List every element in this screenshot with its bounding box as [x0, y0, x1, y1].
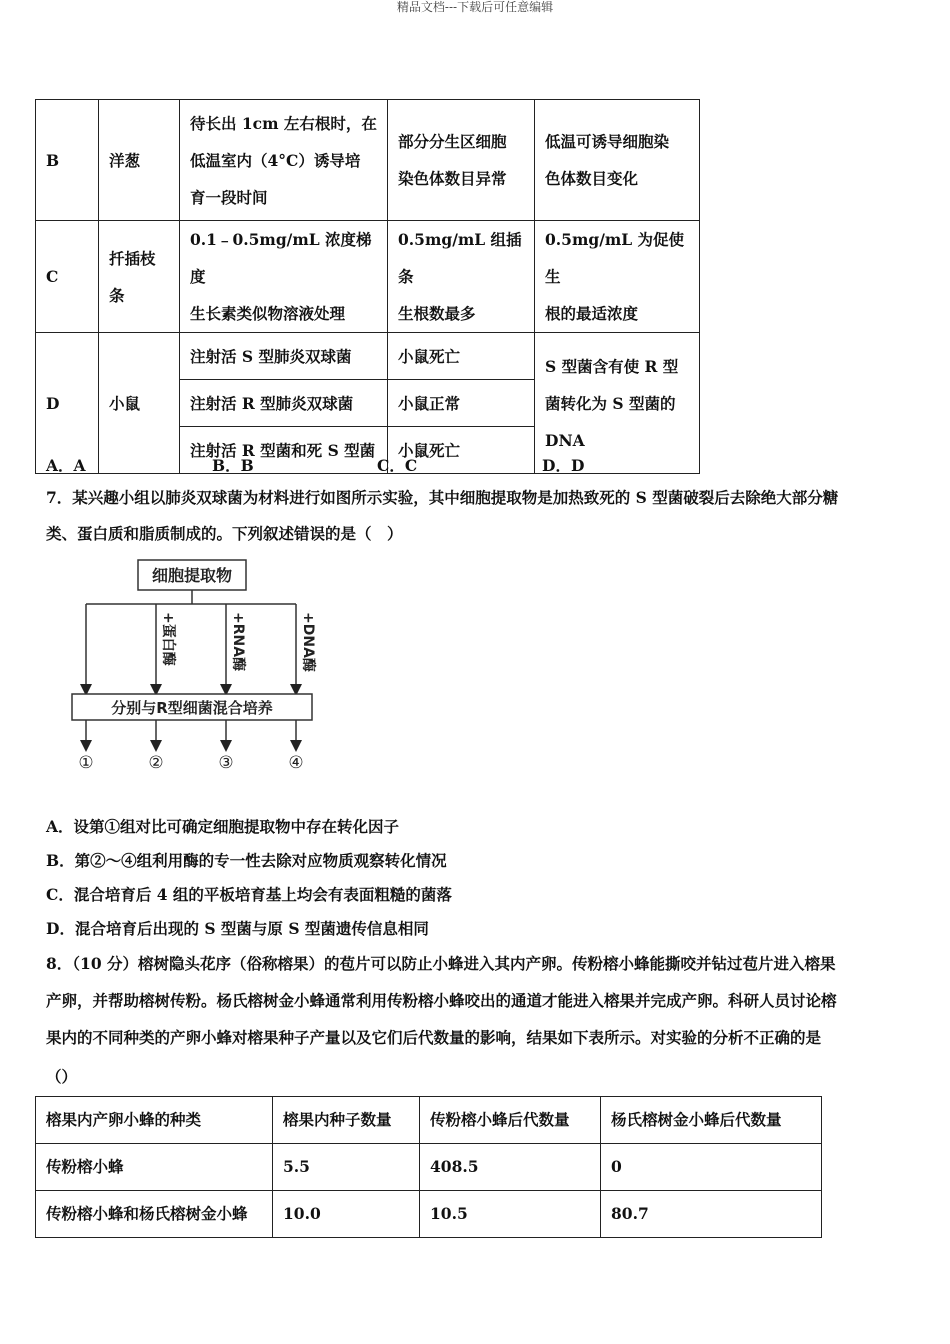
text-line: 菌转化为 S 型菌的 [545, 393, 676, 413]
protease-label: +蛋白酶 [160, 612, 176, 666]
text-line: 待长出 1cm 左右根时，在 [190, 113, 377, 133]
table-cell: 0 [601, 1144, 822, 1191]
method-cell [180, 221, 388, 333]
rnase-label: +RNA酶 [230, 612, 246, 672]
column-header: 传粉榕小蜂后代数量 [420, 1097, 601, 1144]
method-cell: 注射活 R 型菌和死 S 型菌 [180, 427, 388, 474]
text-line: 部分分生区细胞 [398, 132, 507, 151]
text-line: 扦插枝 [109, 248, 156, 268]
table-row [36, 333, 700, 380]
text-line: DNA [545, 430, 585, 450]
table-header-row [36, 1097, 822, 1144]
question-8-stem: 果内的不同种类的产卵小蜂对榕果种子产量以及它们后代数量的影响，结果如下表所示。对实验的分析不正确的是 [46, 1028, 822, 1047]
extract-label: 细胞提取物 [151, 566, 233, 585]
question-7-stem: 类、蛋白质和脂质制成的。下列叙述错误的是（ ） [46, 524, 403, 543]
text-line: 育一段时间 [190, 187, 268, 207]
group-1-label: ① [78, 753, 94, 773]
table-cell: 10.5 [420, 1191, 601, 1238]
text-line: 0.1﹣0.5mg/mL 浓度梯度 [190, 230, 372, 286]
option-d[interactable]: D．D [542, 456, 585, 475]
material-cell: 洋葱 [99, 100, 180, 221]
conclusion-cell [535, 221, 700, 333]
result-cell [388, 221, 535, 333]
method-cell [180, 100, 388, 221]
row-letter: D [36, 333, 99, 474]
q7-option-a[interactable]: A．设第①组对比可确定细胞提取物中存在转化因子 [46, 817, 400, 836]
result-cell: 小鼠死亡 [388, 333, 535, 380]
table-cell: 408.5 [420, 1144, 601, 1191]
text-line: 条 [109, 285, 125, 305]
option-a[interactable]: A．A [46, 456, 86, 475]
text-line: 色体数目变化 [545, 169, 639, 188]
question-8-stem: 产卵，并帮助榕树传粉。杨氏榕树金小蜂通常利用传粉榕小蜂咬出的通道才能进入榕果并完成产卵。科研人员讨论榕 [46, 991, 837, 1010]
text-line: 根的最适浓度 [545, 304, 639, 323]
result-cell: 小鼠正常 [388, 380, 535, 427]
table-cell: 传粉榕小蜂 [36, 1144, 273, 1191]
text-line: S 型菌含有使 R 型 [545, 356, 679, 376]
conclusion-cell [535, 333, 700, 474]
text-line: 低温可诱导细胞染 [545, 132, 670, 151]
table-row [36, 100, 700, 221]
answer-paren: （） [46, 1067, 78, 1086]
dnase-label: +DNA酶 [300, 612, 316, 672]
text-line: 0.5mg/mL 组插条 [398, 230, 522, 286]
text-line: 染色体数目异常 [398, 169, 507, 188]
culture-label: 分别与R型细菌混合培养 [111, 699, 273, 717]
option-b[interactable]: B．B [212, 456, 254, 475]
column-header: 榕果内种子数量 [273, 1097, 420, 1144]
group-2-label: ② [148, 753, 164, 773]
table-cell: 5.5 [273, 1144, 420, 1191]
group-3-label: ③ [218, 753, 234, 773]
method-cell: 注射活 R 型肺炎双球菌 [180, 380, 388, 427]
question-8-stem: 8．（10 分）榕树隐头花序（俗称榕果）的苞片可以防止小蜂进入其内产卵。传粉榕小蜂能撕咬并钻过苞片进入榕果 [46, 954, 836, 973]
method-cell: 注射活 S 型肺炎双球菌 [180, 333, 388, 380]
table-row [36, 1144, 822, 1191]
fig-wasp-table [35, 1096, 822, 1238]
q7-option-c[interactable]: C．混合培育后 4 组的平板培育基上均会有表面粗糙的菌落 [46, 885, 452, 904]
table-row [36, 1191, 822, 1238]
q7-option-b[interactable]: B．第②～④组利用酶的专一性去除对应物质观察转化情况 [46, 851, 447, 870]
text-line: 生长素类似物溶液处理 [190, 304, 346, 323]
material-cell: 小鼠 [99, 333, 180, 474]
page-header: 精品文档---下载后可任意编辑 [396, 0, 554, 14]
group-4-label: ④ [288, 753, 304, 773]
option-c[interactable]: C．C [377, 456, 418, 475]
experiment-diagram [68, 556, 328, 776]
column-header: 杨氏榕树金小蜂后代数量 [601, 1097, 822, 1144]
table-row [36, 221, 700, 333]
row-letter: C [36, 221, 99, 333]
text-line: 低温室内（4°C）诱导培 [190, 150, 361, 170]
table-cell: 传粉榕小蜂和杨氏榕树金小蜂 [36, 1191, 273, 1238]
table-cell: 80.7 [601, 1191, 822, 1238]
text-line: 生根数最多 [398, 304, 476, 323]
row-letter: B [36, 100, 99, 221]
material-cell [99, 221, 180, 333]
result-cell [388, 100, 535, 221]
question-7-stem: 7．某兴趣小组以肺炎双球菌为材料进行如图所示实验，其中细胞提取物是加热致死的 S 型菌破裂后去除绝大部分糖 [46, 488, 839, 507]
text-line: 0.5mg/mL 为促使生 [545, 230, 685, 286]
column-header: 榕果内产卵小蜂的种类 [36, 1097, 273, 1144]
experiment-table [35, 99, 700, 474]
table-cell: 10.0 [273, 1191, 420, 1238]
q7-option-d[interactable]: D．混合培育后出现的 S 型菌与原 S 型菌遗传信息相同 [46, 919, 429, 938]
result-cell: 小鼠死亡 [388, 427, 535, 474]
conclusion-cell [535, 100, 700, 221]
